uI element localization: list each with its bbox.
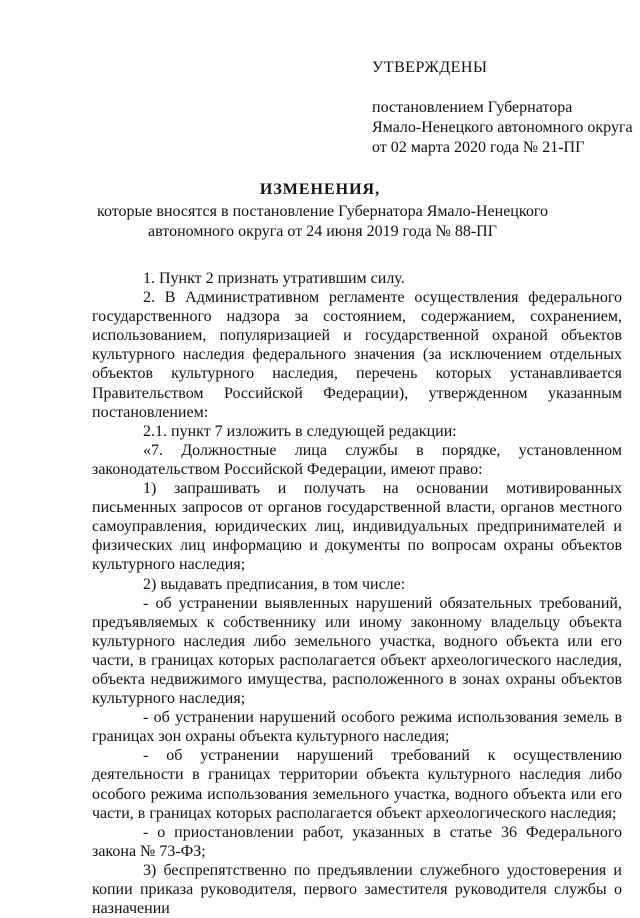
document-subtitle: которые вносятся в постановление Губернатора Ямало-Ненецкого автономного округа от 24 июня 2019 года № 88-ПГ <box>97 203 548 240</box>
paragraph: 1) запрашивать и получать на основании мотивированных письменных запросов от органов государственной власти, органов местного самоуправления, юридических лиц, индивидуальных предпринимателей и физических лиц информацию и документы по вопросам охраны объектов культурного наследия; <box>92 480 622 574</box>
paragraph: - о приостановлении работ, указанных в статье 36 Федерального закона № 73-ФЗ; <box>92 823 622 860</box>
paragraph: 2. В Административном регламенте осуществления федерального государственного надзора за состоянием, содержанием, сохранением, использованием, популяризацией и государственной охраной объектов культурного наследия федерального значения (за исключением отдельных объектов культурного наследия, перечень которых устанавливается Правительством Российской Федерации), утвержденном указанным постановлением: <box>92 289 622 421</box>
document-title: ИЗМЕНЕНИЯ, <box>259 181 381 198</box>
approval-line: Ямало-Ненецкого автономного округа <box>372 119 633 136</box>
paragraph: - об устранении выявленных нарушений обязательных требований, предъявляемых к собственнику или иному законному владельцу объекта культурного наследия либо земельного участка, водного объекта или его части, в границах которых располагается объект археологического наследия, объекта недвижимого имущества, расположенного в зонах охраны объектов культурного наследия; <box>92 594 622 708</box>
paragraph: 2) выдавать предписания, в том числе: <box>143 575 406 593</box>
paragraph: «7. Должностные лица службы в порядке, установленном законодательством Российской Федерации, имеют право: <box>92 441 622 478</box>
approval-line: постановлением Губернатора <box>372 99 573 116</box>
approval-heading: УТВЕРЖДЕНЫ <box>372 59 488 76</box>
document-body <box>92 269 622 918</box>
paragraph: 1. Пункт 2 признать утратившим силу. <box>143 270 405 287</box>
approval-block <box>372 58 633 158</box>
paragraph: 3) беспрепятственно по предъявлении служебного удостоверения и копии приказа руководителя, первого заместителя руководителя службы о назначении <box>92 861 622 918</box>
paragraph: 2.1. пункт 7 изложить в следующей редакции: <box>143 422 457 440</box>
paragraph: - об устранении нарушений особого режима использования земель в границах зон охраны объекта культурного наследия; <box>92 709 622 746</box>
approval-line: от 02 марта 2020 года № 21-ПГ <box>372 139 585 156</box>
paragraph: - об устранении нарушений требований к осуществлению деятельности в границах территории объекта культурного наследия либо особого режима использования земельного участка, водного объекта или его части, в границах которых располагается объект археологического наследия; <box>92 747 622 822</box>
